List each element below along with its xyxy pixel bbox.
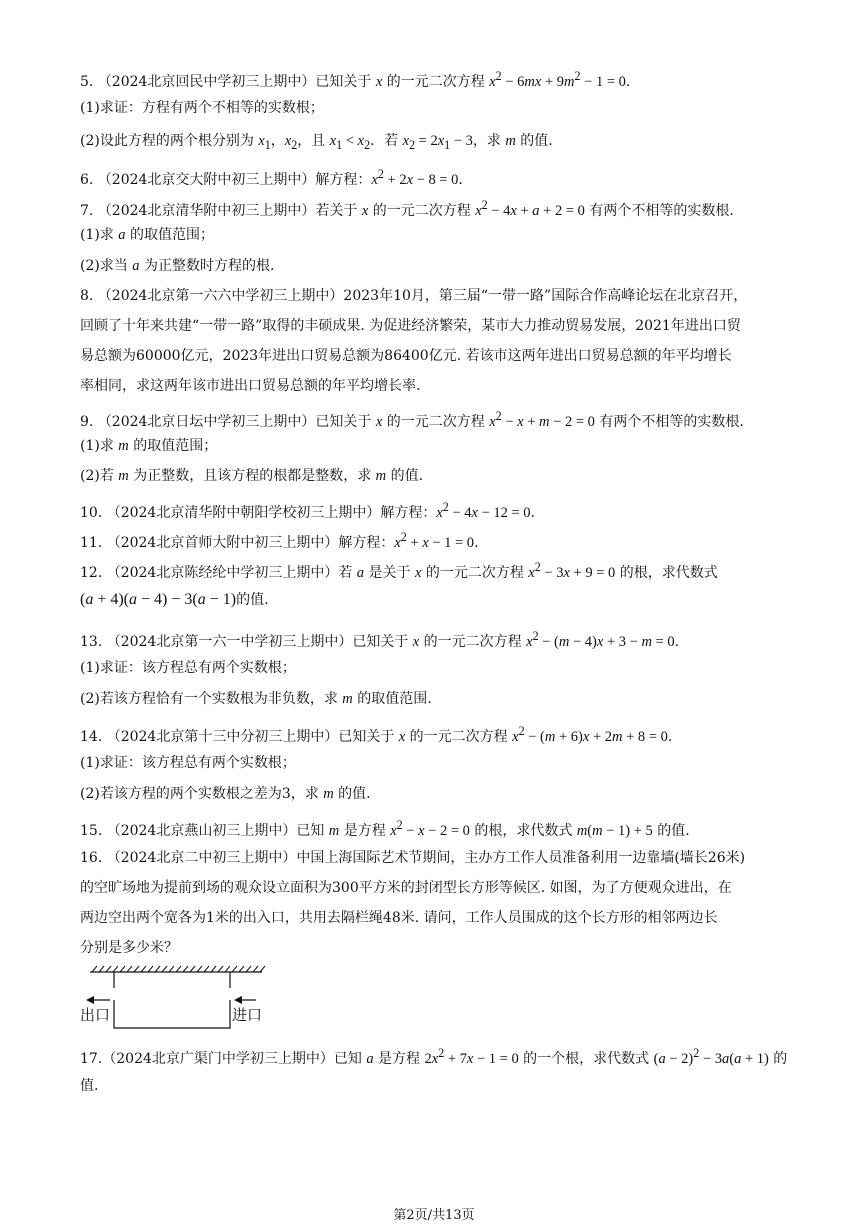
wall-hatch	[211, 966, 216, 972]
wall-hatch	[204, 966, 209, 972]
text-line: (2)若该方程的两个实数根之差为3，求 m 的值.	[80, 786, 371, 802]
wall-hatch	[148, 966, 153, 972]
text-line: 10. （2024北京清华附中朝阳学校初三上期中）解方程：$x^2 - 4x - 12 = 0$.	[80, 500, 536, 521]
text-line: (a + 4)(a − 4) − 3(a − 1)的值.	[80, 591, 269, 608]
text-line: 8. （2024北京第一六六中学初三上期中）2023年10月，第三届“一带一路”国际合作高峰论坛在北京召开，	[80, 288, 748, 304]
text-line: 9. （2024北京日坛中学初三上期中）已知关于 x 的一元二次方程 $x^2 - x + m - 2 = 0$ 有两个不相等的实数根.	[80, 409, 744, 430]
wall-hatch	[239, 966, 244, 972]
wall-hatch	[134, 966, 139, 972]
exit-label: 出口	[80, 1006, 111, 1024]
text-line: (1)求 m 的取值范围；	[80, 438, 218, 454]
wall-hatch	[225, 966, 230, 972]
wall-hatch	[232, 966, 237, 972]
wall-hatch	[260, 966, 265, 972]
text-line: (2)若 m 为正整数，且该方程的根都是整数，求 m 的值.	[80, 468, 424, 484]
text-line: (1)求证：该方程总有两个实数根；	[80, 755, 296, 771]
exit-arrow	[86, 996, 110, 1004]
text-line: 11. （2024北京首师大附中初三上期中）解方程：$x^2 + x - 1 = 0$.	[80, 530, 479, 551]
text-line: 17.（2024北京广渠门中学初三上期中）已知 a 是方程 $2x^2 + 7x - 1 = 0$ 的一个根，求代数式 $(a - 2)^2 - 3a(a + 1)$ 的	[80, 1046, 788, 1067]
rope-fence	[114, 972, 230, 1028]
text-line: 值.	[80, 1078, 99, 1094]
wall-hatch	[99, 966, 104, 972]
wall-hatch	[183, 966, 188, 972]
wall-hatch	[197, 966, 202, 972]
text-line: (2)若该方程恰有一个实数根为非负数，求 m 的取值范围.	[80, 691, 432, 707]
text-line: 14. （2024北京第十三中分初三上期中）已知关于 x 的一元二次方程 $x^2 - (m + 6)x + 2m + 8 = 0$.	[80, 724, 673, 745]
text-line: 12. （2024北京陈经纶中学初三上期中）若 a 是关于 x 的一元二次方程 $x^2 - 3x + 9 = 0$ 的根，求代数式	[80, 560, 718, 581]
text-line: 的空旷场地为提前到场的观众设立面积为300平方米的封闭型长方形等候区. 如图，为了方便观众进出，在	[80, 880, 732, 896]
wall-hatch	[246, 966, 251, 972]
wall-hatch	[106, 966, 111, 972]
wall-hatch	[190, 966, 195, 972]
wall-hatch	[169, 966, 174, 972]
text-line: (1)求 a 的取值范围；	[80, 227, 214, 243]
entry-arrow	[234, 996, 256, 1004]
text-line: (1)求证：该方程总有两个实数根；	[80, 660, 296, 676]
wall-hatch	[162, 966, 167, 972]
entry-label: 进口	[232, 1006, 263, 1024]
text-line: 7. （2024北京清华附中初三上期中）若关于 x 的一元二次方程 $x^2 - 4x + a + 2 = 0$ 有两个不相等的实数根.	[80, 198, 734, 219]
text-line: 分别是多少米？	[80, 940, 178, 956]
wall	[90, 966, 265, 972]
text-line: 回顾了十年来共建“一带一路”取得的丰硕成果. 为促进经济繁荣，某市大力推动贸易发展，2021年进出口贸	[80, 318, 741, 334]
waiting-area-diagram	[80, 962, 280, 1032]
wall-hatch	[127, 966, 132, 972]
text-line: 13. （2024北京第一六一中学初三上期中）已知关于 x 的一元二次方程 $x^2 - (m - 4)x + 3 - m = 0$.	[80, 629, 680, 650]
wall-hatch	[120, 966, 125, 972]
wall-hatch	[176, 966, 181, 972]
text-line: 5. （2024北京回民中学初三上期中）已知关于 x 的一元二次方程 $x^2 - 6mx + 9m^2 - 1 = 0$.	[80, 69, 631, 90]
text-line: 15. （2024北京燕山初三上期中）已知 m 是方程 $x^2 - x - 2 = 0$ 的根，求代数式 m(m − 1) + 5 的值.	[80, 818, 690, 839]
text-line: 6. （2024北京交大附中初三上期中）解方程：$x^2 + 2x - 8 = 0$．	[80, 167, 473, 188]
page-footer: 第2页/共13页	[393, 1208, 475, 1223]
wall-hatch	[141, 966, 146, 972]
text-line: 两边空出两个宽各为1米的出入口，共用去隔栏绳48米. 请问，工作人员围成的这个长方形的相邻两边长	[80, 910, 718, 926]
text-line: 易总额为60000亿元，2023年进出口贸易总额为86400亿元. 若该市这两年进出口贸易总额的年平均增长	[80, 348, 732, 364]
wall-hatch	[155, 966, 160, 972]
wall-hatch	[92, 966, 97, 972]
wall-hatch	[253, 966, 258, 972]
text-line: (2)求当 a 为正整数时方程的根.	[80, 258, 275, 274]
wall-hatch	[113, 966, 118, 972]
text-line: 率相同，求这两年该市进出口贸易总额的年平均增长率.	[80, 378, 421, 394]
text-line: 16. （2024北京二中初三上期中）中国上海国际艺术节期间，主办方工作人员准备利用一边靠墙(墙长26米)	[80, 850, 746, 866]
wall-hatch	[218, 966, 223, 972]
text-line: (2)设此方程的两个根分别为 $x_1$，$x_2$，且 $x_1 < x_2$．若 $x_2 = 2x_1 - 3$，求 m 的值.	[80, 133, 553, 152]
text-line: (1)求证：方程有两个不相等的实数根；	[80, 100, 324, 116]
